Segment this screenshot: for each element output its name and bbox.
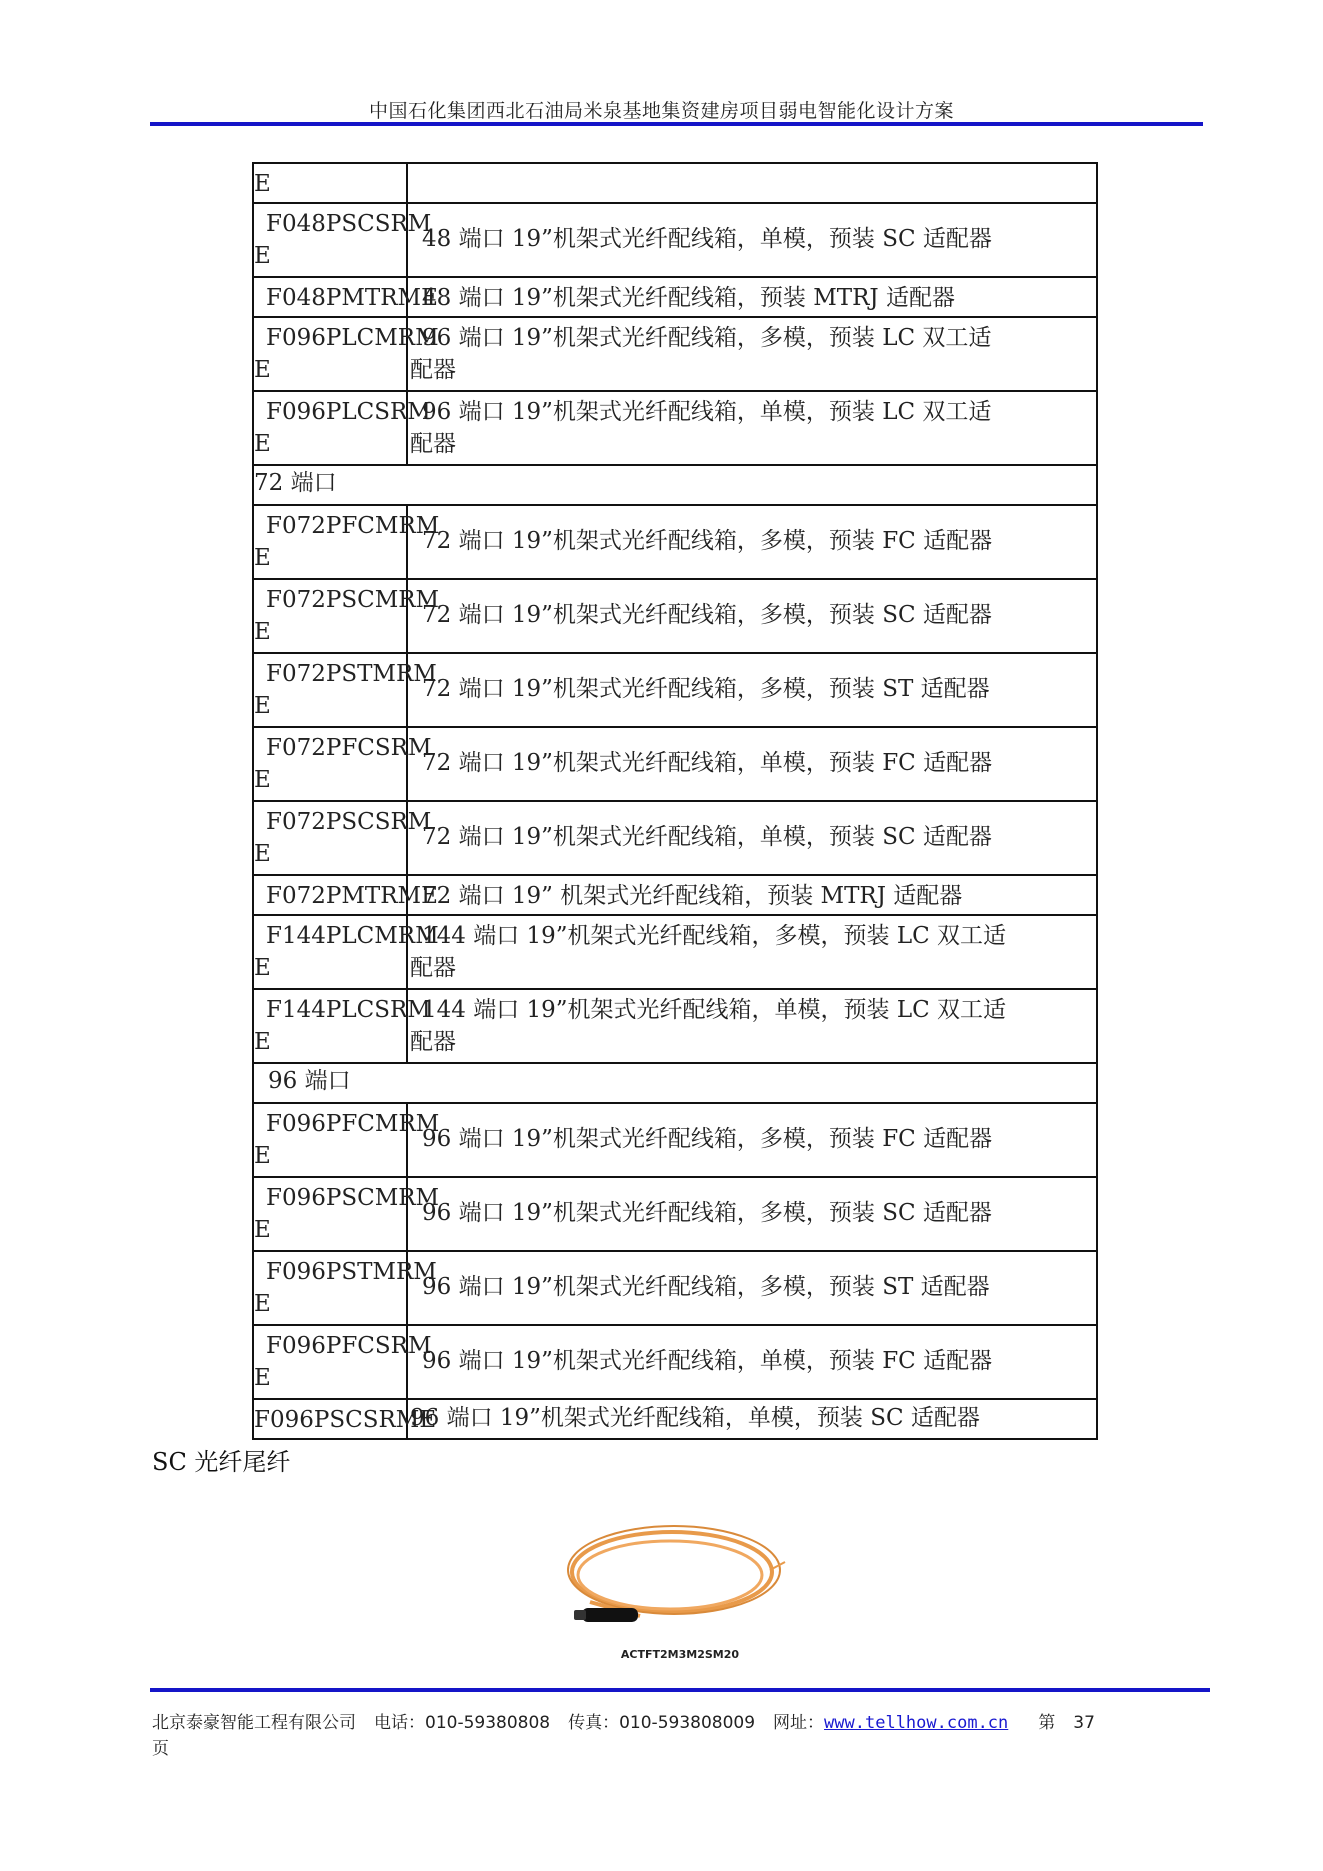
figure-caption: SC 光纤尾纤	[152, 1448, 291, 1476]
table-row	[253, 1177, 1097, 1251]
product-code: F096PFCMRM E	[253, 1103, 407, 1177]
table-row	[253, 1399, 1097, 1439]
header-rule	[150, 122, 1203, 126]
product-desc: 96 端口 19”机架式光纤配线箱，多模，预装 FC 适配器	[407, 1103, 1097, 1177]
product-desc: 72 端口 19” 机架式光纤配线箱，预装 MTRJ 适配器	[407, 875, 1097, 915]
footer-rule	[150, 1688, 1210, 1692]
footer-website-link[interactable]: www.tellhow.com.cn	[824, 1713, 1009, 1733]
product-desc: 48 端口 19”机架式光纤配线箱，预装 MTRJ 适配器	[407, 277, 1097, 317]
product-code: F072PSCMRM E	[253, 579, 407, 653]
table-row	[253, 1103, 1097, 1177]
product-desc: 72 端口 19”机架式光纤配线箱，多模，预装 SC 适配器	[407, 579, 1097, 653]
product-desc: 96 端口 19”机架式光纤配线箱，单模，预装 LC 双工适 配器	[407, 391, 1097, 465]
table-row	[253, 1251, 1097, 1325]
table-row	[253, 875, 1097, 915]
spec-table	[252, 162, 1098, 1440]
product-code: F048PSCSRM E	[253, 203, 407, 277]
table-row	[253, 163, 1097, 203]
table-row	[253, 915, 1097, 989]
table-row	[253, 317, 1097, 391]
table-row	[253, 989, 1097, 1063]
fiber-pigtail-image	[560, 1520, 790, 1670]
footer-page-prefix: 第	[1038, 1713, 1056, 1733]
product-code: F072PFCMRM E	[253, 505, 407, 579]
product-desc: 72 端口 19”机架式光纤配线箱，多模，预装 FC 适配器	[407, 505, 1097, 579]
footer-fax: 传真：010-593808009	[568, 1713, 756, 1733]
fiber-pigtail-illustration	[560, 1520, 790, 1670]
section-label: 72 端口	[253, 465, 1097, 505]
product-code: E	[253, 163, 407, 203]
product-code: F096PSCMRM E	[253, 1177, 407, 1251]
table-row	[253, 277, 1097, 317]
product-code: F072PSTMRM E	[253, 653, 407, 727]
section-row-72	[253, 465, 1097, 505]
product-code: F096PSTMRM E	[253, 1251, 407, 1325]
table-row	[253, 1325, 1097, 1399]
product-desc: 144 端口 19”机架式光纤配线箱，单模，预装 LC 双工适 配器	[407, 989, 1097, 1063]
footer-page-suffix: 页	[152, 1739, 169, 1759]
section-row-96	[253, 1063, 1097, 1103]
product-code: F096PSCSRME	[253, 1399, 407, 1439]
product-desc: 96 端口 19”机架式光纤配线箱，单模，预装 FC 适配器	[407, 1325, 1097, 1399]
product-desc: 96 端口 19”机架式光纤配线箱，单模，预装 SC 适配器	[407, 1399, 1097, 1439]
table-row	[253, 653, 1097, 727]
product-desc: 72 端口 19”机架式光纤配线箱，单模，预装 FC 适配器	[407, 727, 1097, 801]
footer-company: 北京泰豪智能工程有限公司	[152, 1713, 356, 1733]
image-label: ACTFT2M3M2SM20	[620, 1648, 740, 1661]
table-row	[253, 391, 1097, 465]
footer-page-number: 37	[1073, 1713, 1095, 1733]
product-code: F072PSCSRM E	[253, 801, 407, 875]
product-code: F048PMTRME	[253, 277, 407, 317]
product-code: F096PLCMRM E	[253, 317, 407, 391]
page-footer	[152, 1710, 1152, 1762]
product-desc: 48 端口 19”机架式光纤配线箱，单模，预装 SC 适配器	[407, 203, 1097, 277]
product-desc: 144 端口 19”机架式光纤配线箱，多模，预装 LC 双工适 配器	[407, 915, 1097, 989]
product-desc: 96 端口 19”机架式光纤配线箱，多模，预装 LC 双工适 配器	[407, 317, 1097, 391]
product-code: F144PLCSRM E	[253, 989, 407, 1063]
product-code: F096PLCSRM E	[253, 391, 407, 465]
table-row	[253, 203, 1097, 277]
section-label: 96 端口	[253, 1063, 1097, 1103]
product-desc: 96 端口 19”机架式光纤配线箱，多模，预装 ST 适配器	[407, 1251, 1097, 1325]
product-code: F072PMTRME	[253, 875, 407, 915]
product-desc: 72 端口 19”机架式光纤配线箱，单模，预装 SC 适配器	[407, 801, 1097, 875]
footer-site-label: 网址：	[773, 1713, 825, 1733]
table-row	[253, 727, 1097, 801]
product-code: F096PFCSRM E	[253, 1325, 407, 1399]
page-header-title: 中国石化集团西北石油局米泉基地集资建房项目弱电智能化设计方案	[368, 100, 954, 122]
product-code: F072PFCSRM E	[253, 727, 407, 801]
table-row	[253, 579, 1097, 653]
product-desc: 96 端口 19”机架式光纤配线箱，多模，预装 SC 适配器	[407, 1177, 1097, 1251]
product-code: F144PLCMRM E	[253, 915, 407, 989]
footer-phone: 电话：010-59380808	[374, 1713, 551, 1733]
table-row	[253, 505, 1097, 579]
product-desc	[407, 163, 1097, 203]
product-desc: 72 端口 19”机架式光纤配线箱，多模，预装 ST 适配器	[407, 653, 1097, 727]
table-row	[253, 801, 1097, 875]
